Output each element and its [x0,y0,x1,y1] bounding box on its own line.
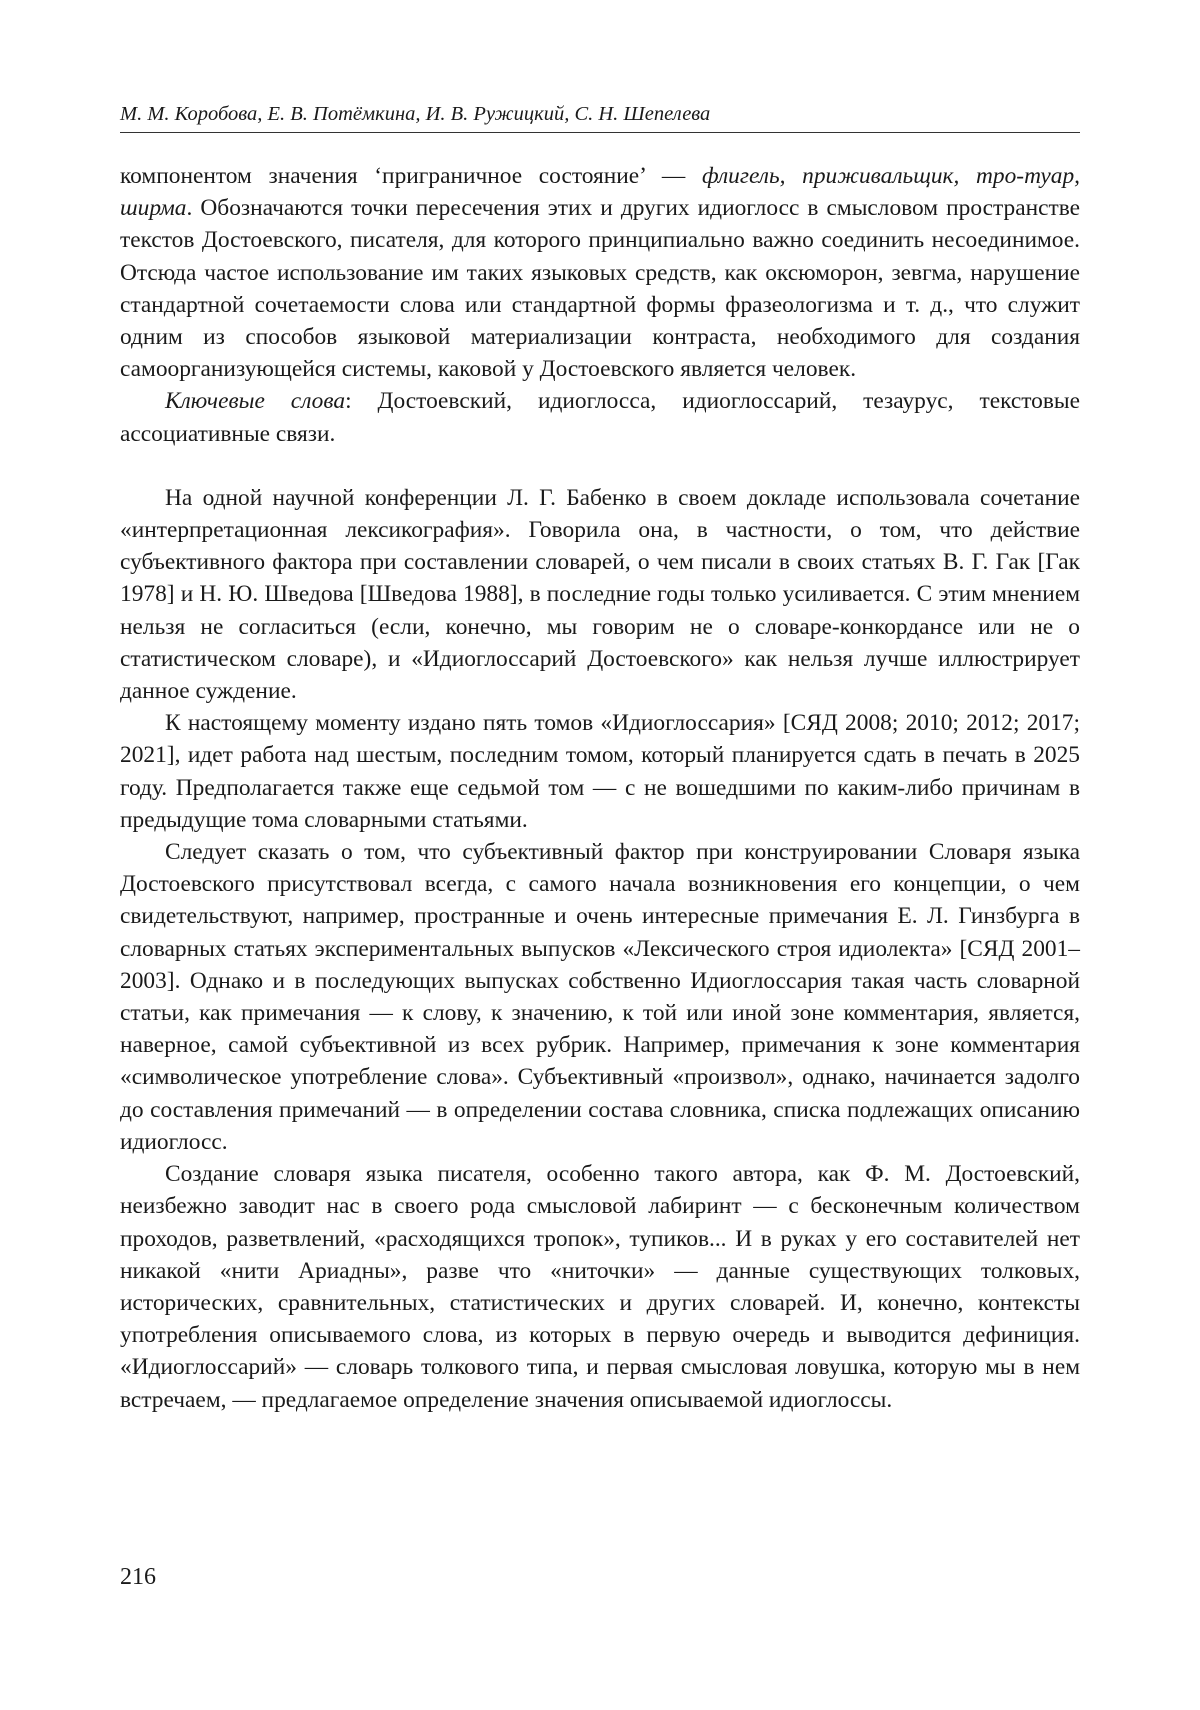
body-paragraph-4: Создание словаря языка писателя, особенно такого автора, как Ф. М. Достоевский, неизбежно заводит нас в своего рода смысловой лабиринт — с бесконечным количеством проходов, разветвлений, «расходящихся тропок», тупиков... И в руках у его составителей нет никакой «нити Ариадны», разве что «ниточки» — данные существующих толковых, исторических, сравнительных, статистических и других словарей. И, конечно, контексты употребления описываемого слова, из которых в первую очередь и выводится дефиниция. «Идиоглоссарий» — словарь толкового типа, и первая смысловая ловушка, которую мы в нем встречаем, — предлагаемое определение значения описываемой идиоглоссы. [120,1161,1080,1413]
running-head [120,100,1080,133]
body-paragraph-3: Следует сказать о том, что субъективный фактор при конструировании Словаря языка Достоевского присутствовал всегда, с самого начала возникновения его концепции, о чем свидетельствуют, например, пространные и очень интересные примечания Е. Л. Гинзбурга в словарных статьях экспериментальных выпусков «Лексического строя идиолекта» [СЯД 2001–2003]. Однако и в последующих выпусках собственно Идиоглоссария такая часть словарной статьи, как примечания — к слову, к значению, к той или иной зоне комментария, является, наверное, самой субъективной из всех рубрик. Например, примечания к зоне комментария «символическое употребление слова». Субъективный «произвол», однако, начинается задолго до составления примечаний — в определении состава словника, списка подлежащих описанию идиоглосс. [120,839,1080,1155]
abstract-text-start: компонентом значения ‘приграничное состояние’ — [120,163,702,189]
keywords-list: : Достоевский, идиоглосса, идиоглоссарий, тезаурус, текстовые ассоциативные связи. [120,388,1080,447]
keywords-label: Ключевые слова [165,388,346,415]
page-number: 216 [120,1564,156,1590]
abstract-paragraph [120,160,1080,385]
section-gap [120,450,1080,482]
abstract-text-end: . Обозначаются точки пересечения этих и других идиоглосс в смысловом пространстве текстов Достоевского, писателя, для которого принципиально важно соединить несоединимое. Отсюда частое использование им таких языковых средств, как оксюморон, зевгма, нарушение стандартной сочетаемости слова или стандартной формы фразеологизма и т. д., что служит одним из способов языковой материализации контраста, необходимого для создания самоорганизующейся системы, каковой у Достоевского является человек. [120,195,1080,383]
article-body [120,160,1080,1416]
abstract-italic-examples: флигель, приживальщик, тро-туар, ширма [120,163,1080,222]
running-head-authors: М. М. Коробова, Е. В. Потёмкина, И. В. Ружицкий, С. Н. Шепелева [120,103,711,125]
body-paragraph-2: К настоящему моменту издано пять томов «Идиоглоссария» [СЯД 2008; 2010; 2012; 2017; 2021], идет работа над шестым, последним томом, который планируется сдать в печать в 2025 году. Предполагается также еще седьмой том — с не вошедшими по каким-либо причинам в предыдущие тома словарными статьями. [120,710,1080,833]
body-paragraph-1: На одной научной конференции Л. Г. Бабенко в своем докладе использовала сочетание «интерпретационная лексикография». Говорила она, в частности, о том, что действие субъективного фактора при составлении словарей, о чем писали в своих статьях В. Г. Гак [Гак 1978] и Н. Ю. Шведова [Шведова 1988], в последние годы только усиливается. С этим мнением нельзя не согласиться (если, конечно, мы говорим не о словаре-конкордансе или не о статистическом словаре), и «Идиоглоссарий Достоевского» как нельзя лучше иллюстрирует данное суждение. [120,484,1080,705]
keywords-paragraph [120,385,1080,449]
